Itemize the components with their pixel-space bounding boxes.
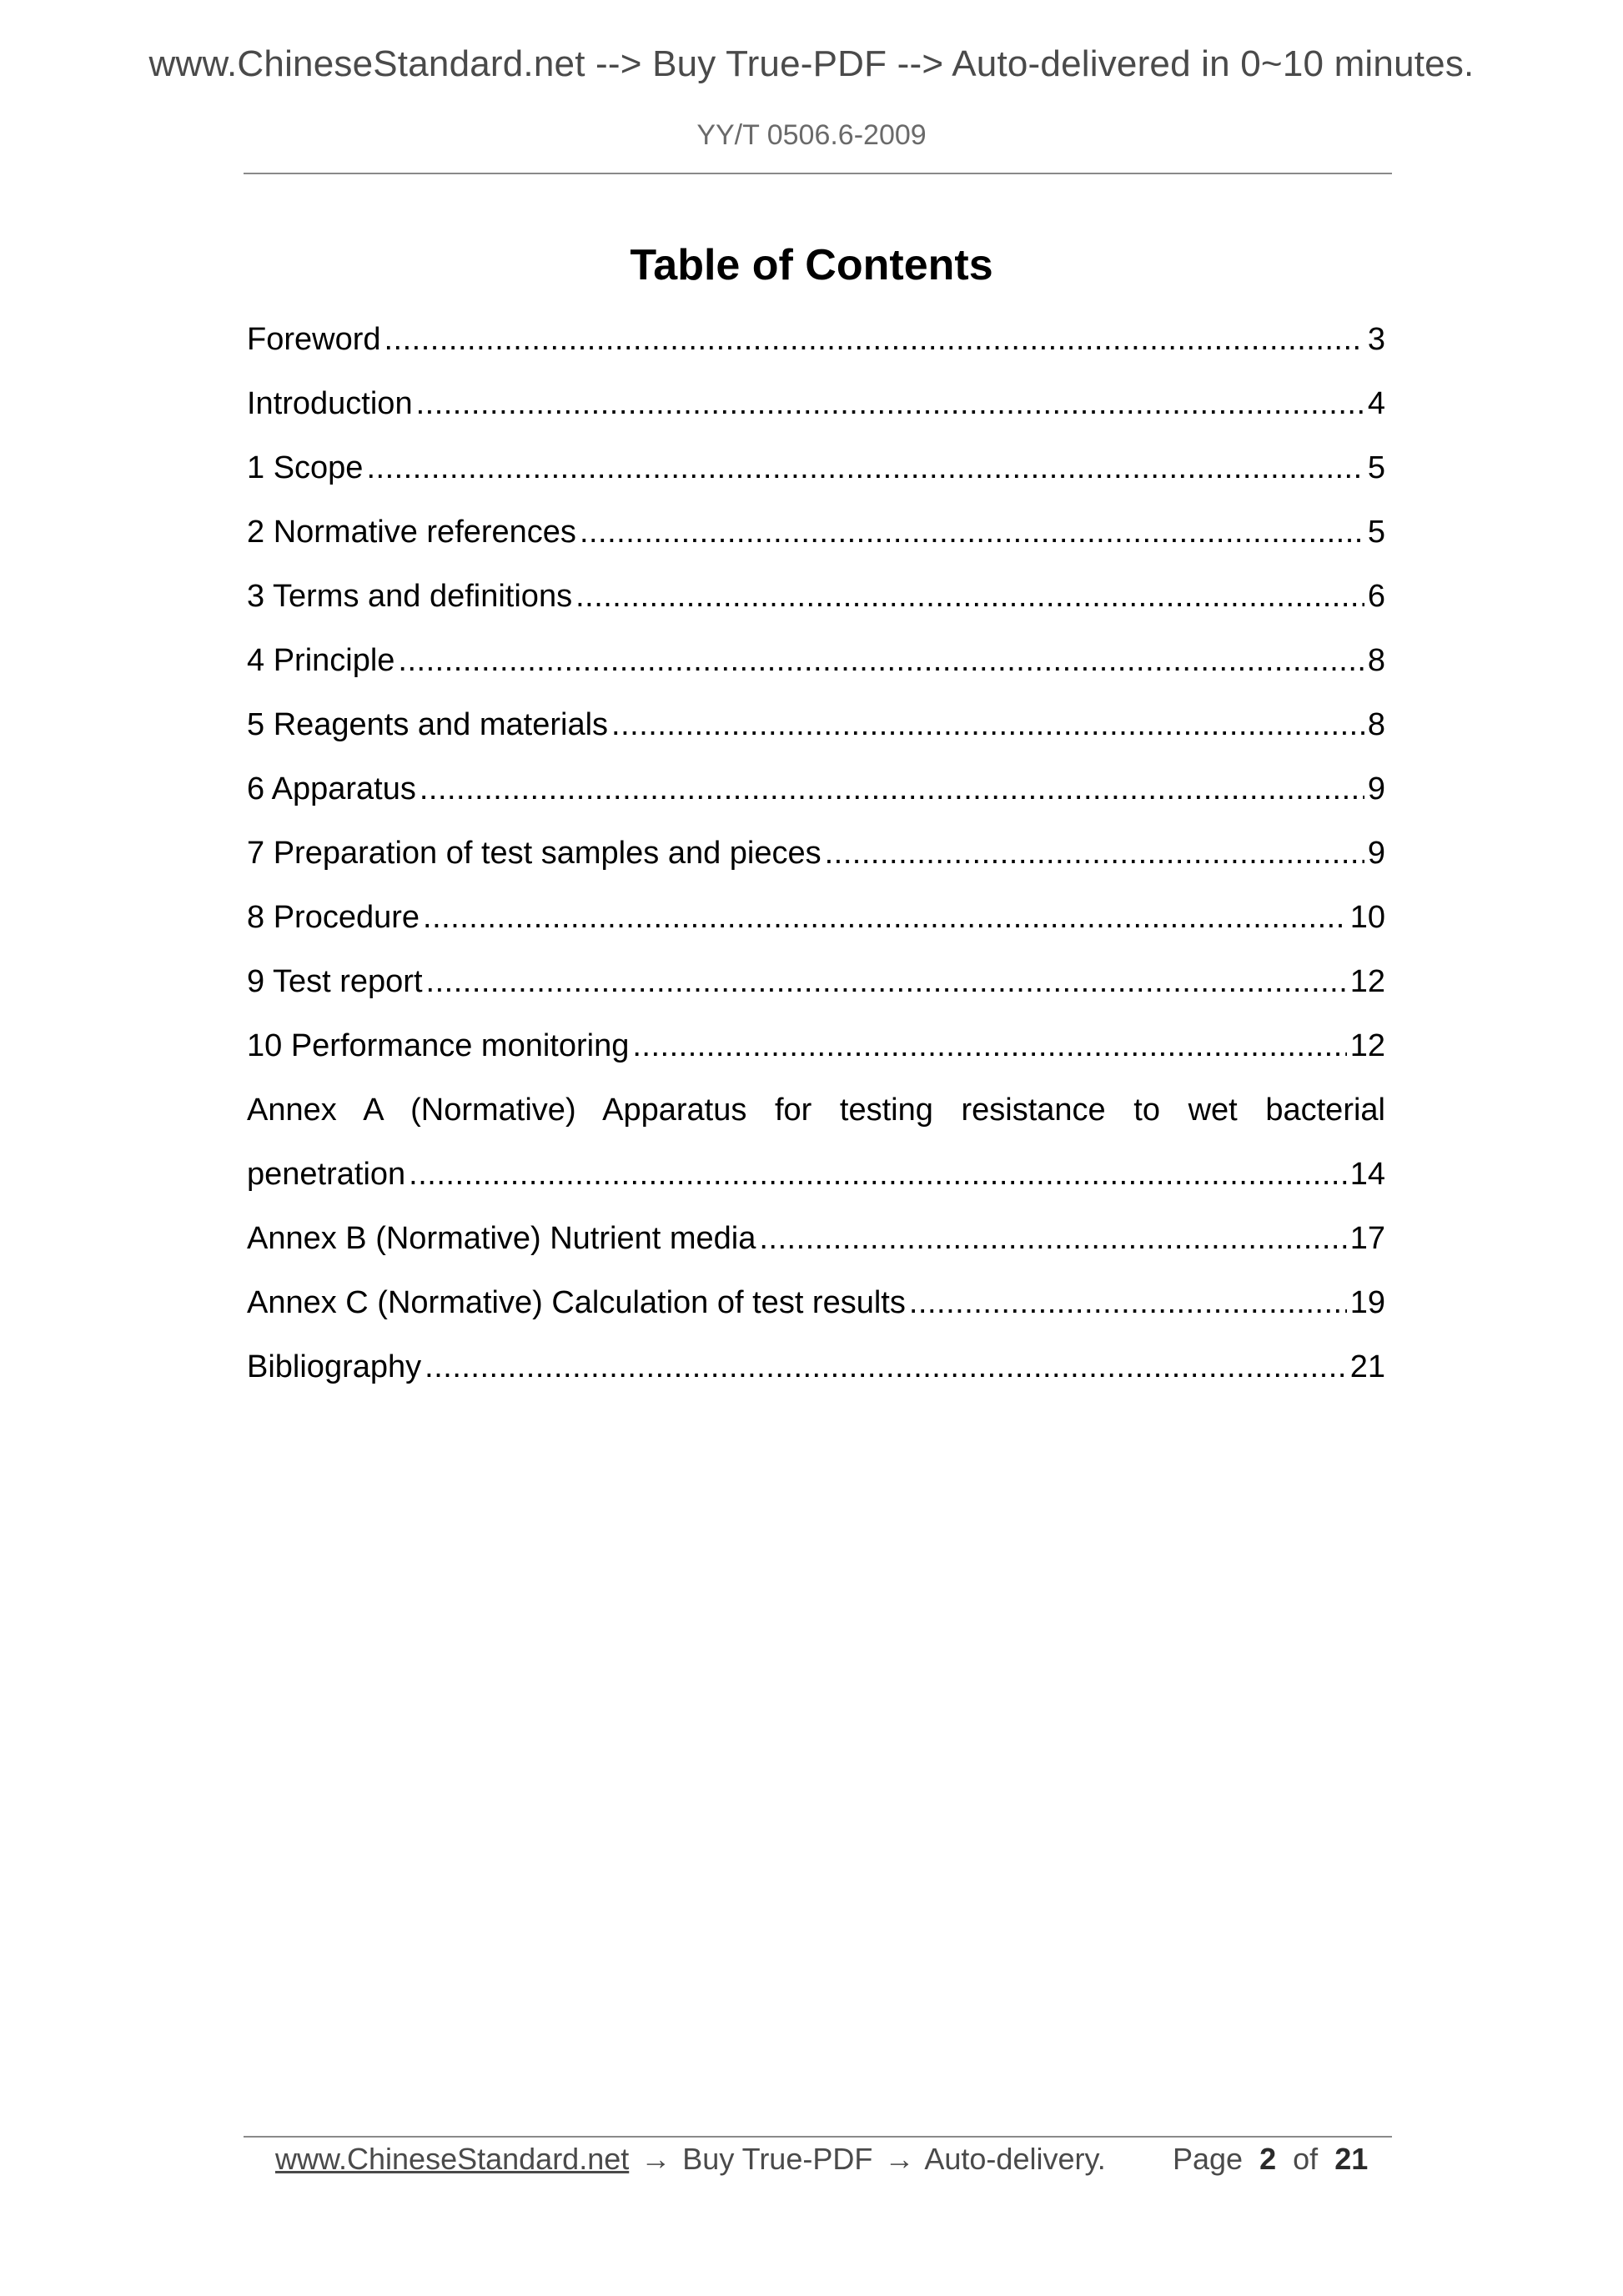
toc-dot-leader [384,324,1364,355]
document-code: YY/T 0506.6-2009 [696,119,927,151]
toc-entry-test-report[interactable] [247,959,1385,1023]
toc-entry-page: 5 [1367,450,1385,485]
current-page-number: 2 [1259,2142,1277,2176]
toc-dot-leader [366,452,1364,484]
toc-entry-page: 9 [1367,771,1385,806]
toc-dot-leader [420,773,1364,805]
toc-entry-page: 3 [1367,322,1385,357]
footer-delivery-text: Auto-delivery. [924,2142,1106,2176]
toc-entry-performance-monitoring[interactable] [247,1023,1385,1088]
toc-entry-annex-c[interactable] [247,1280,1385,1344]
page-footer [275,2142,1369,2177]
toc-entry-label: 7 Preparation of test samples and pieces [247,836,822,871]
toc-entry-bibliography[interactable] [247,1344,1385,1409]
toc-entry-annex-a[interactable] [247,1088,1385,1152]
toc-dot-leader [416,388,1364,420]
toc-entry-label: Bibliography [247,1349,422,1384]
toc-entry-label: Introduction [247,386,413,421]
toc-entry-page: 12 [1349,1028,1385,1063]
toc-entry-page: 8 [1367,643,1385,678]
of-word: of [1293,2142,1319,2176]
header-divider [244,173,1392,174]
toc-entry-label: penetration [247,1157,406,1192]
toc-entry-page: 17 [1349,1221,1385,1256]
total-page-number: 21 [1334,2142,1369,2176]
arrow-right-icon: → [884,2142,915,2176]
toc-entry-annex-a-continued[interactable] [247,1152,1385,1216]
arrow-right-icon: → [641,2142,671,2176]
toc-dot-leader [409,1158,1347,1190]
toc-entry-normative-references[interactable] [247,510,1385,574]
toc-dot-leader [580,516,1364,548]
toc-entry-page: 4 [1367,386,1385,421]
toc-list [247,317,1385,1409]
toc-dot-leader [825,837,1364,869]
toc-entry-introduction[interactable] [247,381,1385,445]
toc-dot-leader [759,1223,1346,1254]
toc-dot-leader [423,902,1347,933]
toc-entry-label: 5 Reagents and materials [247,707,609,742]
toc-entry-scope[interactable] [247,445,1385,510]
toc-entry-page: 9 [1367,836,1385,871]
toc-dot-leader [909,1287,1347,1319]
toc-entry-apparatus[interactable] [247,766,1385,831]
toc-entry-page: 14 [1349,1157,1385,1192]
footer-buy-text: Buy True-PDF [682,2142,873,2176]
toc-entry-label: Annex A (Normative) Apparatus for testing resistance to wet bacterial [247,1093,1385,1128]
footer-site-link[interactable]: www.ChineseStandard.net [275,2142,630,2176]
toc-entry-page: 5 [1367,515,1385,550]
top-banner: www.ChineseStandard.net --> Buy True-PDF --> Auto-delivered in 0~10 minutes. [148,43,1475,84]
toc-entry-preparation-of-test-samples[interactable] [247,831,1385,895]
footer-divider [244,2136,1392,2138]
toc-entry-page: 12 [1349,964,1385,999]
page-title: Table of Contents [630,241,993,289]
toc-entry-label: Foreword [247,322,381,357]
toc-entry-label: 10 Performance monitoring [247,1028,630,1063]
toc-dot-leader [632,1030,1346,1062]
toc-entry-page: 10 [1349,900,1385,935]
toc-entry-label: 4 Principle [247,643,395,678]
toc-entry-procedure[interactable] [247,895,1385,959]
toc-entry-annex-b[interactable] [247,1216,1385,1280]
toc-dot-leader [425,1351,1347,1383]
toc-entry-page: 8 [1367,707,1385,742]
toc-dot-leader [398,645,1364,676]
toc-entry-reagents-and-materials[interactable] [247,702,1385,766]
toc-entry-page: 21 [1349,1349,1385,1384]
page-indicator [1173,2142,1368,2177]
toc-entry-foreword[interactable] [247,317,1385,381]
toc-entry-page: 6 [1367,579,1385,614]
toc-entry-label: 9 Test report [247,964,423,999]
toc-entry-label: 2 Normative references [247,515,576,550]
toc-dot-leader [611,709,1364,741]
toc-entry-principle[interactable] [247,638,1385,702]
toc-entry-page: 19 [1349,1285,1385,1320]
toc-entry-label: 1 Scope [247,450,364,485]
toc-entry-terms-and-definitions[interactable] [247,574,1385,638]
toc-entry-label: Annex C (Normative) Calculation of test results [247,1285,906,1320]
toc-dot-leader [426,966,1347,997]
toc-entry-label: 6 Apparatus [247,771,416,806]
toc-entry-label: Annex B (Normative) Nutrient media [247,1221,756,1256]
toc-entry-label: 3 Terms and definitions [247,579,573,614]
toc-dot-leader [575,580,1364,612]
toc-entry-label: 8 Procedure [247,900,420,935]
page-word: Page [1173,2142,1244,2176]
